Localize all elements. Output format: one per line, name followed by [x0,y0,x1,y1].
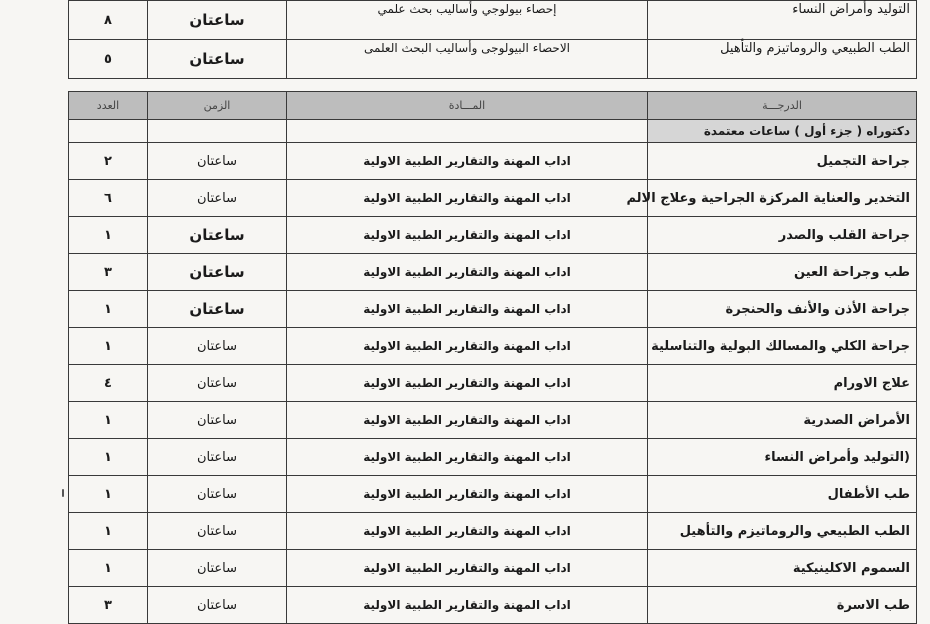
main-table-body [69,92,917,624]
count-cell: ٦ [69,180,148,217]
degree-cell: طب وجراحة العين [648,254,917,291]
degree-cell: الأمراض الصدرية [648,402,917,439]
degree-cell: التخدير والعناية المركزة الجراحية وعلاج الالم [648,180,917,217]
degree-cell: التوليد وأمراض النساء [648,1,917,40]
degree-cell: الطب الطبيعي والروماتيزم والتأهيل [648,40,917,79]
subject-cell: اداب المهنة والتقارير الطبية الاولية [287,291,648,328]
table-row [69,439,917,476]
count-cell: ١ [69,402,148,439]
count-cell: ١ [69,550,148,587]
time-cell: ساعتان [148,291,287,328]
count-cell: ٢ [69,143,148,180]
time-cell: ساعتان [148,402,287,439]
top-table [68,0,917,79]
degree-cell: السموم الاكلينيكية [648,550,917,587]
time-cell: ساعتان [148,513,287,550]
subject-cell: اداب المهنة والتقارير الطبية الاولية [287,143,648,180]
subject-cell: الاحصاء البيولوجى وأساليب البحث العلمى [287,40,648,79]
header-degree: الدرجـــة [648,92,917,120]
subject-cell: اداب المهنة والتقارير الطبية الاولية [287,254,648,291]
time-cell: ساعتان [148,550,287,587]
table-row [69,365,917,402]
subject-cell: اداب المهنة والتقارير الطبية الاولية [287,180,648,217]
subject-cell: اداب المهنة والتقارير الطبية الاولية [287,476,648,513]
table-row [69,402,917,439]
top-table-body [69,1,917,79]
header-row [69,92,917,120]
time-cell: ساعتان [148,40,287,79]
table-row [69,143,917,180]
table-row [69,254,917,291]
count-cell: ١ [69,217,148,254]
count-cell: ٤ [69,365,148,402]
subject-cell: اداب المهنة والتقارير الطبية الاولية [287,365,648,402]
main-table [68,91,917,624]
degree-cell: طب الاسرة [648,587,917,624]
time-cell: ساعتان [148,587,287,624]
degree-cell: (التوليد وأمراض النساء [648,439,917,476]
degree-cell: علاج الاورام [648,365,917,402]
subject-cell: اداب المهنة والتقارير الطبية الاولية [287,217,648,254]
table-row [69,550,917,587]
time-cell: ساعتان [148,476,287,513]
header-subject: المـــادة [287,92,648,120]
count-cell: ٣ [69,254,148,291]
table-row [69,513,917,550]
degree-cell: جراحة الأذن والأنف والحنجرة [648,291,917,328]
subject-cell: اداب المهنة والتقارير الطبية الاولية [287,439,648,476]
table-gap [68,79,864,91]
count-cell: ٥ [69,40,148,79]
table-row [69,476,917,513]
document-sheet [68,0,910,620]
section-subject-empty [287,120,648,143]
subject-cell: اداب المهنة والتقارير الطبية الاولية [287,550,648,587]
degree-cell: جراحة التجميل [648,143,917,180]
table-row [69,180,917,217]
header-count: العدد [69,92,148,120]
header-time: الزمن [148,92,287,120]
time-cell: ساعتان [148,439,287,476]
subject-cell: اداب المهنة والتقارير الطبية الاولية [287,402,648,439]
count-cell: ١ [69,328,148,365]
section-time-empty [148,120,287,143]
section-title: دكتوراه ( جزء أول ) ساعات معتمدة [648,120,917,143]
table-row [69,217,917,254]
count-cell: ١ [69,513,148,550]
table-row [69,291,917,328]
time-cell: ساعتان [148,217,287,254]
count-cell: ٨ [69,1,148,40]
count-cell: ١ [69,476,148,513]
time-cell: ساعتان [148,180,287,217]
degree-cell: جراحة القلب والصدر [648,217,917,254]
section-count-empty [69,120,148,143]
section-row [69,120,917,143]
table-row [69,587,917,624]
top-table-row [69,40,917,79]
degree-cell: طب الأطفال [648,476,917,513]
top-table-row [69,1,917,40]
time-cell: ساعتان [148,328,287,365]
scan-mark [62,489,64,497]
subject-cell: إحصاء بيولوجي وأساليب بحث علمي [287,1,648,40]
count-cell: ١ [69,291,148,328]
table-row [69,328,917,365]
subject-cell: اداب المهنة والتقارير الطبية الاولية [287,587,648,624]
subject-cell: اداب المهنة والتقارير الطبية الاولية [287,328,648,365]
degree-cell: جراحة الكلي والمسالك البولية والتناسلية [648,328,917,365]
count-cell: ٣ [69,587,148,624]
subject-cell: اداب المهنة والتقارير الطبية الاولية [287,513,648,550]
time-cell: ساعتان [148,254,287,291]
count-cell: ١ [69,439,148,476]
time-cell: ساعتان [148,365,287,402]
degree-cell: الطب الطبيعي والروماتيزم والتأهيل [648,513,917,550]
time-cell: ساعتان [148,143,287,180]
time-cell: ساعتان [148,1,287,40]
